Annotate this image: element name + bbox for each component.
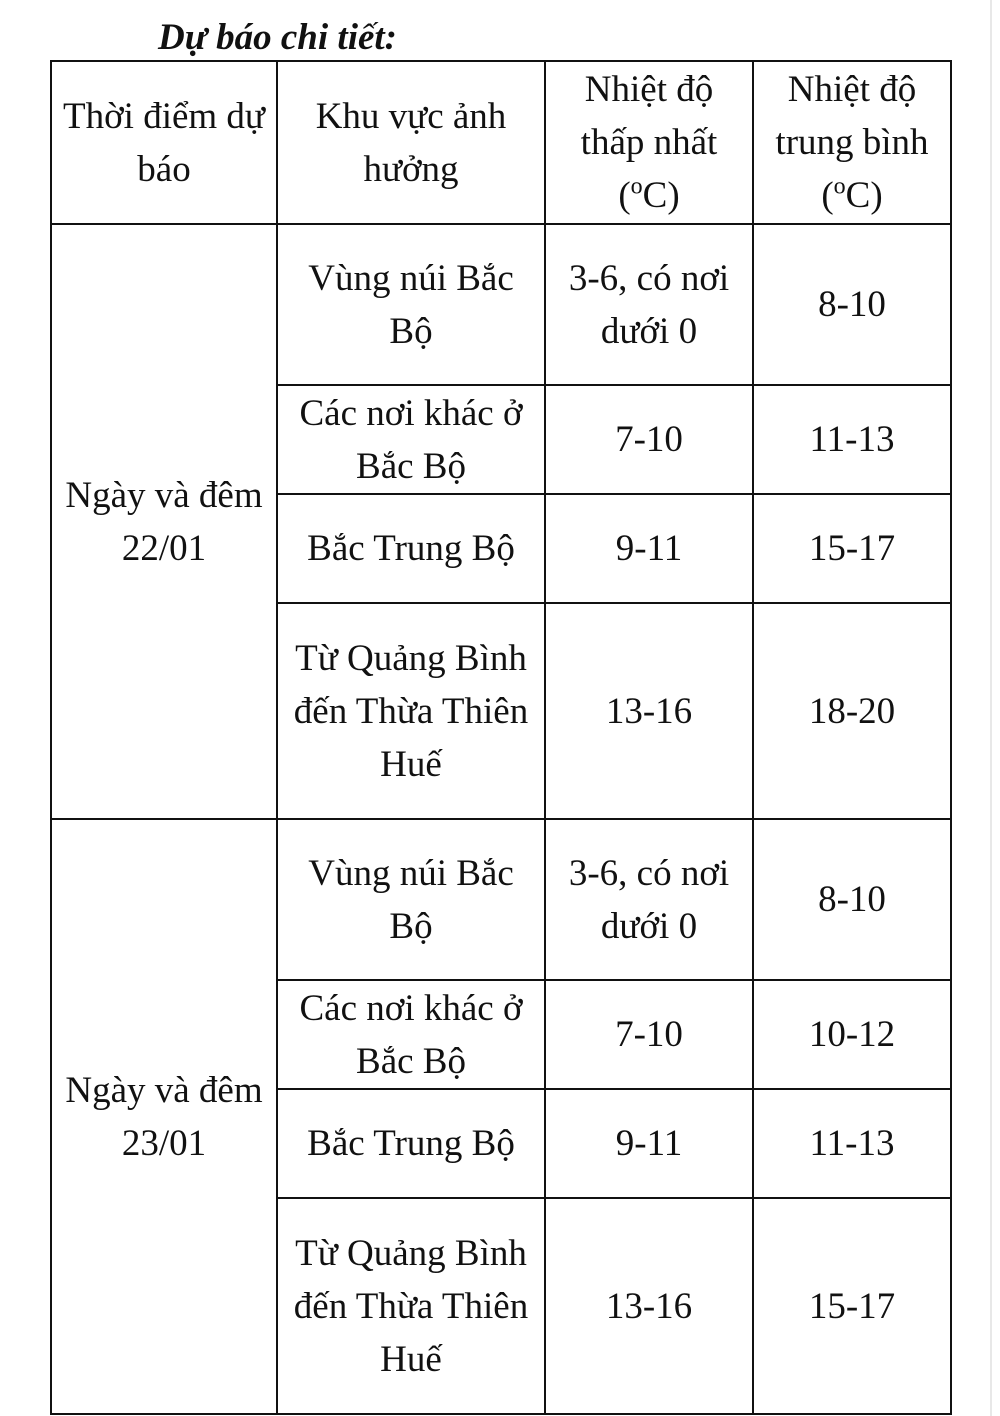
avg-temp-cell: 18-20 bbox=[753, 603, 951, 819]
area-cell: Các nơi khác ở Bắc Bộ bbox=[277, 385, 545, 494]
min-temp-cell: 9-11 bbox=[545, 1089, 753, 1198]
header-avg-temp-suffix: C) bbox=[845, 175, 883, 216]
page-edge bbox=[990, 0, 992, 1416]
avg-temp-cell: 11-13 bbox=[753, 385, 951, 494]
avg-temp-cell: 10-12 bbox=[753, 980, 951, 1089]
header-min-temp-label: Nhiệt độ thấp nhất ( bbox=[580, 69, 718, 216]
table-row bbox=[51, 224, 951, 385]
avg-temp-cell: 15-17 bbox=[753, 1198, 951, 1414]
time-cell: Ngày và đêm 22/01 bbox=[51, 224, 277, 819]
time-cell: Ngày và đêm 23/01 bbox=[51, 819, 277, 1414]
header-avg-temp bbox=[753, 61, 951, 224]
min-temp-cell: 7-10 bbox=[545, 385, 753, 494]
area-cell: Bắc Trung Bộ bbox=[277, 1089, 545, 1198]
avg-temp-cell: 8-10 bbox=[753, 224, 951, 385]
min-temp-cell: 13-16 bbox=[545, 603, 753, 819]
avg-temp-cell: 11-13 bbox=[753, 1089, 951, 1198]
min-temp-cell: 3-6, có nơi dưới 0 bbox=[545, 224, 753, 385]
table-row bbox=[51, 819, 951, 980]
area-cell: Vùng núi Bắc Bộ bbox=[277, 819, 545, 980]
forecast-table bbox=[50, 60, 952, 1415]
area-cell: Vùng núi Bắc Bộ bbox=[277, 224, 545, 385]
area-cell: Từ Quảng Bình đến Thừa Thiên Huế bbox=[277, 603, 545, 819]
avg-temp-cell: 15-17 bbox=[753, 494, 951, 603]
area-cell: Bắc Trung Bộ bbox=[277, 494, 545, 603]
section-heading: Dự báo chi tiết: bbox=[158, 17, 398, 58]
header-area: Khu vực ảnh hưởng bbox=[277, 61, 545, 224]
header-min-temp bbox=[545, 61, 753, 224]
header-time: Thời điểm dự báo bbox=[51, 61, 277, 224]
header-avg-temp-degree: o bbox=[833, 173, 846, 200]
min-temp-cell: 13-16 bbox=[545, 1198, 753, 1414]
min-temp-cell: 9-11 bbox=[545, 494, 753, 603]
header-min-temp-suffix: C) bbox=[642, 175, 680, 216]
header-row bbox=[51, 61, 951, 224]
area-cell: Từ Quảng Bình đến Thừa Thiên Huế bbox=[277, 1198, 545, 1414]
area-cell: Các nơi khác ở Bắc Bộ bbox=[277, 980, 545, 1089]
avg-temp-cell: 8-10 bbox=[753, 819, 951, 980]
min-temp-cell: 7-10 bbox=[545, 980, 753, 1089]
min-temp-cell: 3-6, có nơi dưới 0 bbox=[545, 819, 753, 980]
header-min-temp-degree: o bbox=[630, 173, 643, 200]
header-avg-temp-label: Nhiệt độ trung bình ( bbox=[775, 69, 929, 216]
